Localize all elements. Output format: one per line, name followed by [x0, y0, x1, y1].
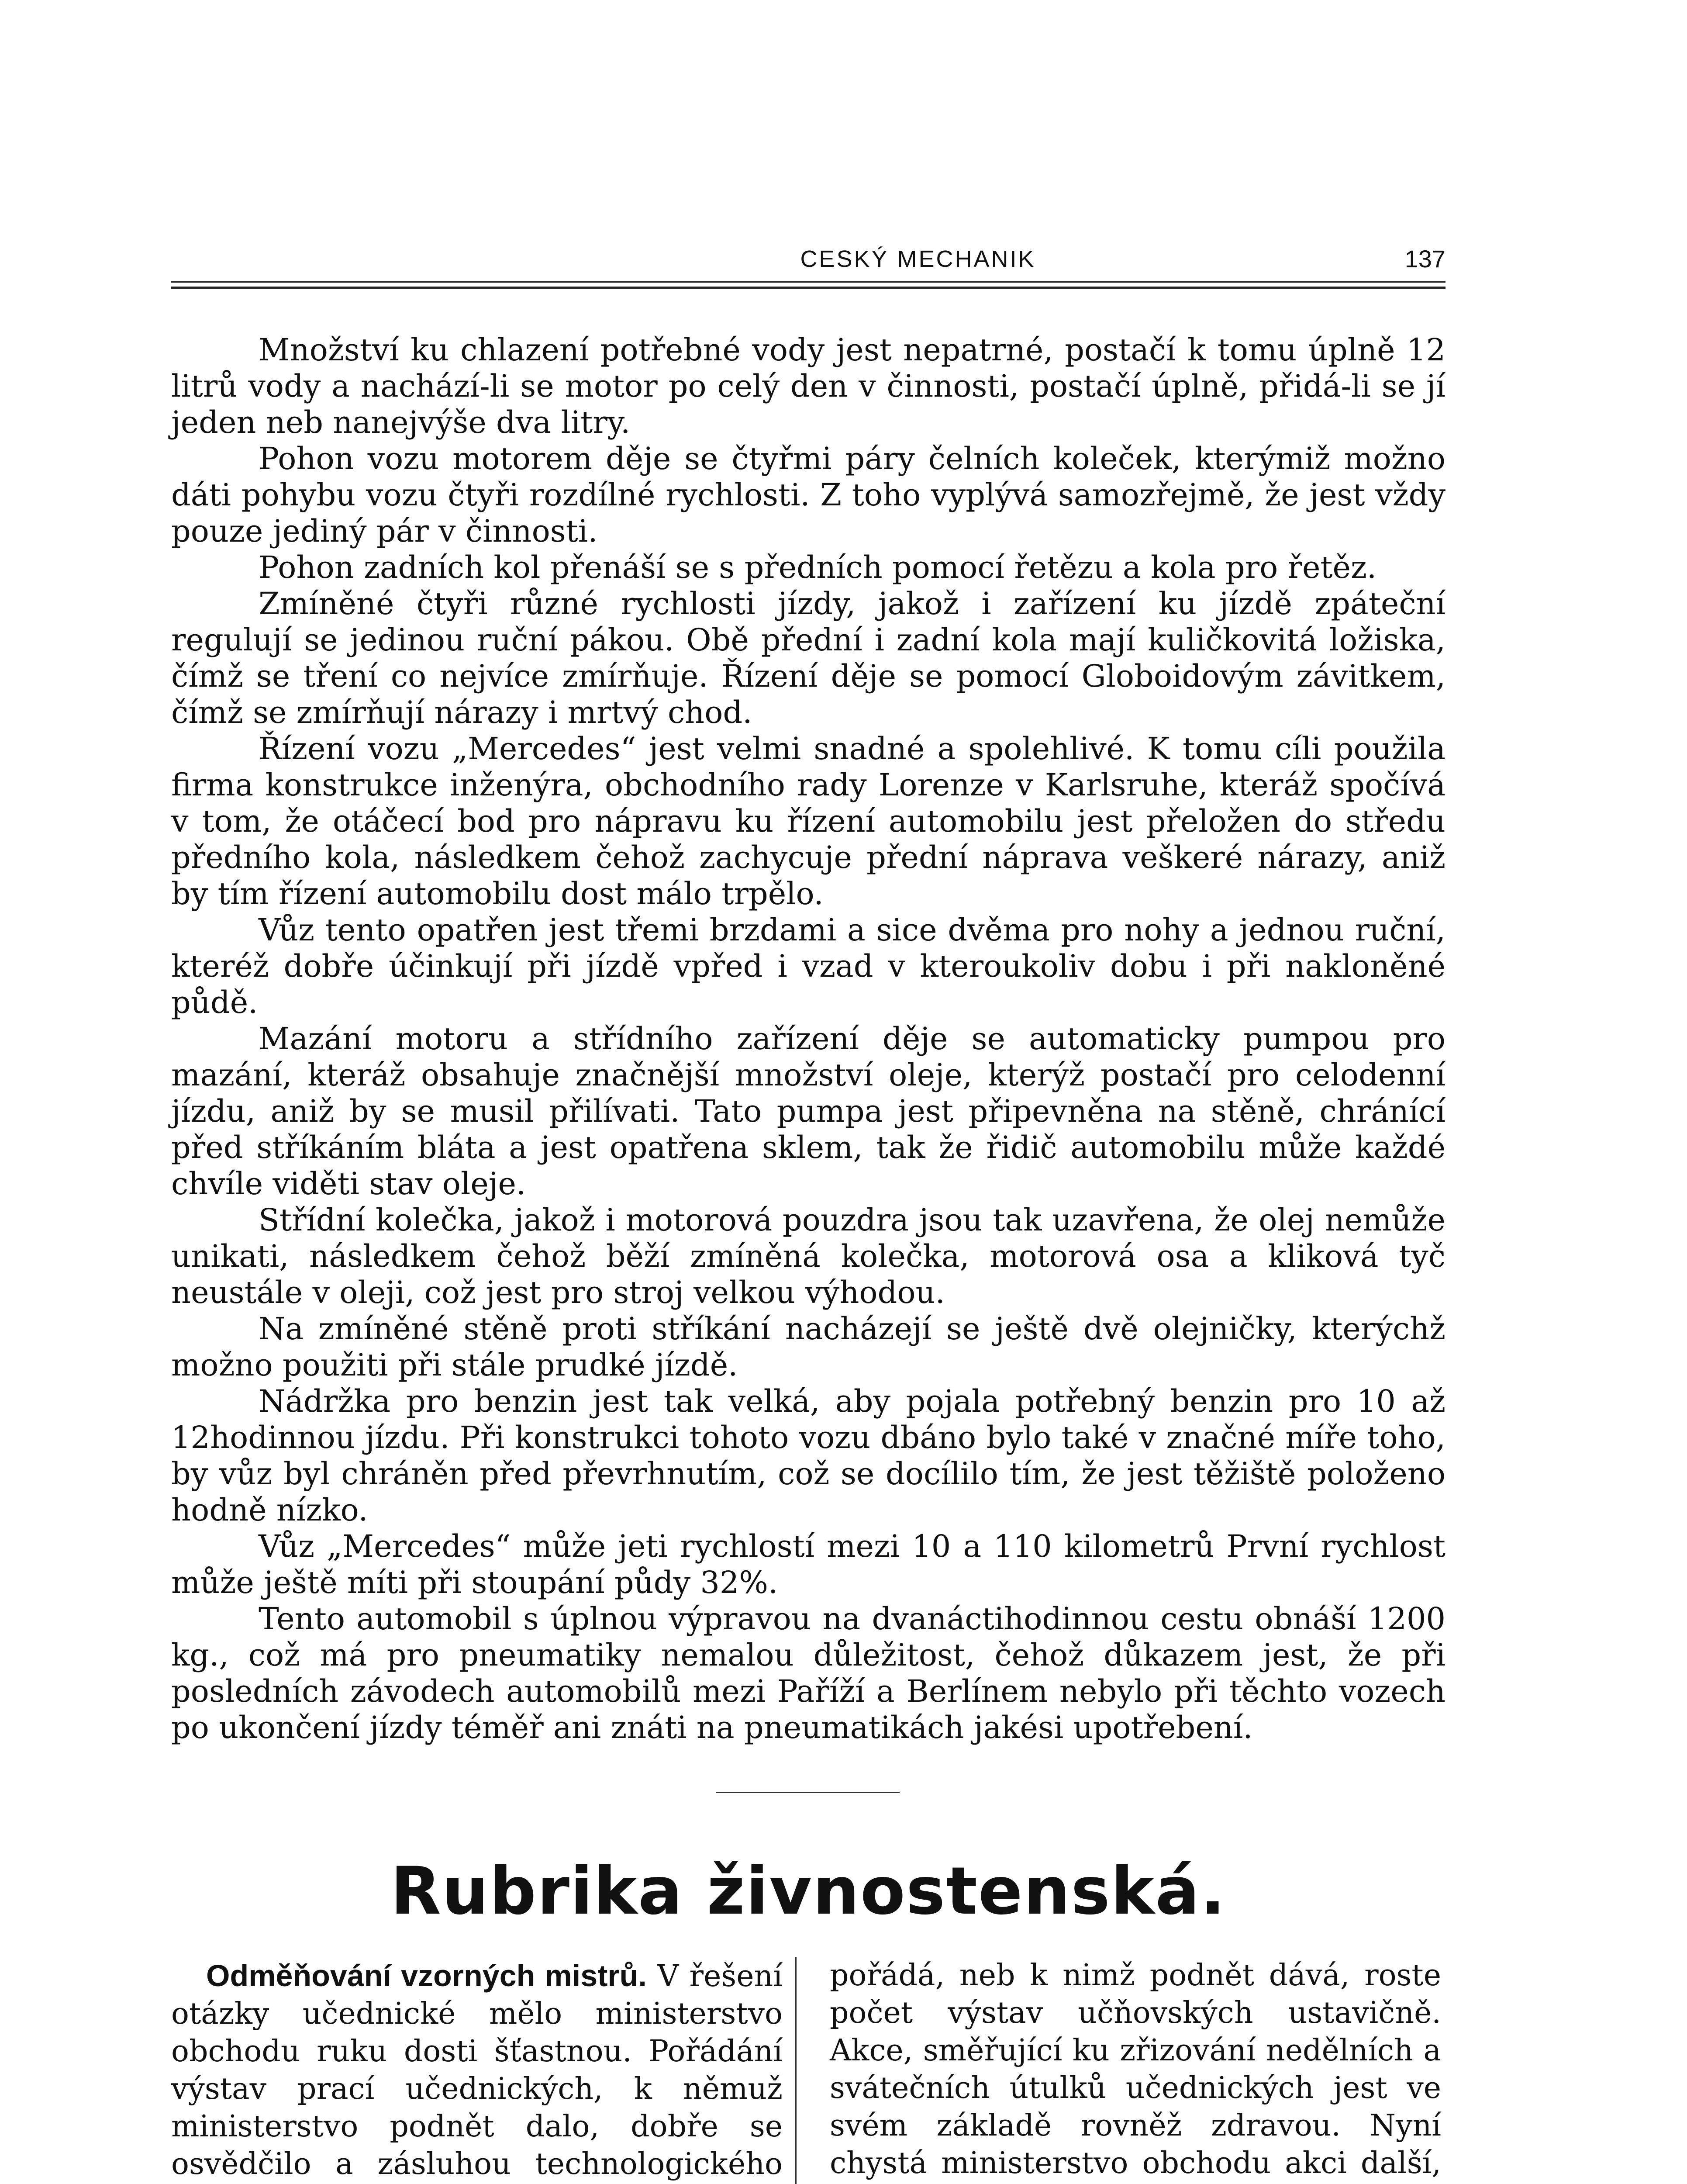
running-title: CESKÝ MECHANIK [800, 246, 1036, 272]
right-column [830, 1957, 1441, 2184]
paragraph: Na zmíněné stěně proti stříkání nacházejí se ještě dvě olejničky, kterýchž možno použiti při stále prudké jízdě. [171, 1311, 1446, 1383]
paragraph: Pohon vozu motorem děje se čtyřmi páry čelních koleček, kterýmiž možno dáti pohybu vozu čtyři rozdílné rychlosti. Z toho vyplývá samozřejmě, že jest vždy pouze jediný pár v činnosti. [171, 441, 1446, 549]
left-column-text [171, 1957, 783, 2184]
header-rule-thick [171, 287, 1446, 289]
paragraph: Vůz „Mercedes“ může jeti rychlostí mezi 10 a 110 kilometrů První rychlost může ještě míti při stoupání půdy 32%. [171, 1528, 1446, 1600]
section-title: Rubrika živnostenská. [390, 1853, 1226, 1929]
article-body [171, 332, 1446, 1746]
paragraph: Řízení vozu „Mercedes“ jest velmi snadné a spolehlivé. K tomu cíli použila firma konstrukce inženýra, obchodního rady Lorenze v Karlsruhe, kteráž spočívá v tom, že otáčecí bod pro nápravu ku řízení automobilu jest přeložen do středu předního kola, následkem čehož zachycuje přední náprava veškeré nárazy, aniž by tím řízení automobilu dost málo trpělo. [171, 731, 1446, 912]
paragraph: Střídní kolečka, jakož i motorová pouzdra jsou tak uzavřena, že olej nemůže unikati, následkem čehož běží zmíněná kolečka, motorová osa a kliková tyč neustále v oleji, což jest pro stroj velkou výhodou. [171, 1202, 1446, 1310]
paragraph: Zmíněné čtyři různé rychlosti jízdy, jakož i zařízení ku jízdě zpáteční regulují se jedinou ruční pákou. Obě přední i zadní kola mají kuličkovitá ložiska, čímž se tření co nejvíce zmírňuje. Řízení děje se pomocí Globoidovým závitkem, čímž se zmírňují nárazy i mrtvý chod. [171, 586, 1446, 730]
section-divider [716, 1792, 900, 1793]
header-rule-thin [171, 281, 1446, 283]
right-column-text: pořádá, neb k nimž podnět dává, roste počet výstav učňovských ustavičně. Akce, směřující ku zřizování nedělních a svátečních útulků učednických jest ve svém základě rovněž zdravou. Nyní chystá ministerstvo obchodu akci další, [830, 1958, 1441, 2181]
paragraph: Pohon zadních kol přenáší se s předních pomocí řetězu a kola pro řetěz. [259, 549, 1377, 585]
paragraph: Nádržka pro benzin jest tak velká, aby pojala potřebný benzin pro 10 až 12hodinnou jízdu. Při konstrukci tohoto vozu dbáno bylo také v značné míře toho, by vůz byl chráněn před převrhnutím, což se docílilo tím, že jest těžiště položeno hodně nízko. [171, 1383, 1446, 1528]
column-separator [795, 1957, 797, 2184]
left-column [171, 1957, 783, 2184]
page-header [171, 239, 1446, 279]
page-number: 137 [1404, 245, 1446, 273]
lead-title: Odměňování vzorných mistrů. [206, 1959, 647, 1993]
left-column-body: V řešení otázky učednické mělo ministerstvo obchodu ruku dosti šťastnou. Pořádání výstav prací učednických, k němuž ministerstvo podnět dalo, dobře se osvědčilo a zásluhou technologického [171, 1959, 783, 2181]
paragraph: Mazání motoru a střídního zařízení děje se automaticky pumpou pro mazání, kteráž obsahuje značnější množství oleje, kterýž postačí pro celodenní jízdu, aniž by se musil přilívati. Tato pumpa jest připevněna na stěně, chránící před stříkáním bláta a jest opatřena sklem, tak že řidič automobilu může každé chvíle viděti stav oleje. [171, 1021, 1446, 1202]
paragraph: Množství ku chlazení potřebné vody jest nepatrné, postačí k tomu úplně 12 litrů vody a nachází-li se motor po celý den v činnosti, postačí úplně, přidá-li se jí jeden neb nanejvýše dva litry. [171, 332, 1446, 440]
paragraph: Vůz tento opatřen jest třemi brzdami a sice dvěma pro nohy a jednou ruční, kteréž dobře účinkují při jízdě vpřed i vzad v kteroukoliv dobu i při nakloněné půdě. [171, 912, 1446, 1020]
paragraph: Tento automobil s úplnou výpravou na dvanáctihodinnou cestu obnáší 1200 kg., což má pro pneumatiky nemalou důležitost, čehož důkazem jest, že při posledních závodech automobilů mezi Paříží a Berlínem nebylo při těchto vozech po ukončení jízdy téměř ani znáti na pneumatikách jakési upotřebení. [171, 1601, 1446, 1745]
